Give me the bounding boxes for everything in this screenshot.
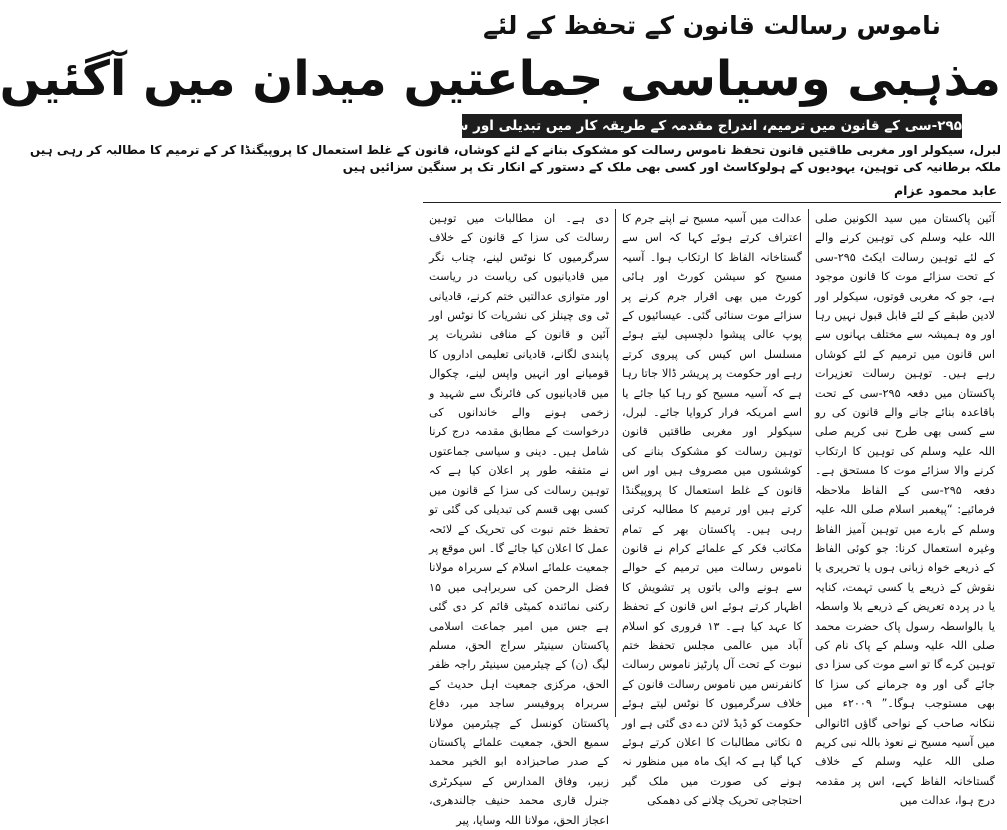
kicker-headline: ناموس رسالت قانون کے تحفظ کے لئے: [483, 11, 941, 40]
article-body: [423, 209, 1001, 827]
byline: عابد محمود عزام: [894, 183, 997, 198]
column-text: عدالت میں آسیہ مسیح نے اپنے جرم کا اعتراف کرتے ہوئے کہا کہ اس سے گستاخانہ الفاظ کا ارتکاب ہوا۔ آسیہ مسیح کو سیشن کورٹ اور ہائی کورٹ میں بھی اقرار جرم کرنے پر سزائے موت سنائی گئی۔ عیسائیوں کے پوپ عالی پیشوا دلچسپی لیتے ہوئے مسلسل اس کیس کی پیروی کرتے رہے اور حکومت پر پریشر ڈالا جاتا رہا ہے کہ آسیہ مسیح کو رہا کیا جائے یا اسے امریکہ فرار کروایا جائے۔ لبرل، سیکولر اور مغربی طاقتیں قانون توہین رسالت کو مشکوک بنانے کی کوششوں میں مصروف ہیں اور اس قانون کے غلط استعمال کا پروپیگنڈا کرتے ہیں اور ترمیم کا مطالبہ کرتی رہی ہیں۔ پاکستان بھر کے تمام مکاتب فکر کے علمائے کرام نے قانون ناموس رسالت میں ترمیم کے حوالے سے ہونے والی باتوں پر تشویش کا اظہار کرتے ہوئے اس قانون کے تحفظ کا عہد کیا ہے۔ ۱۳ فروری کو اسلام آباد میں عالمی مجلس تحفظ ختم نبوت کے تحت آل پارٹیز ناموس رسالت کانفرنس میں ناموس رسالت قانون کے خلاف سرگرمیوں کا نوٹس لیتے ہوئے حکومت کو ڈیڈ لائن دے دی گئی ہے اور ۵ نکاتی مطالبات کا اعلان کرتے ہوئے کہا گیا ہے کہ ایک ماہ میں منظور نہ ہونے کی صورت میں ملک گیر احتجاجی تحریک چلانے کی دھمکی: [622, 212, 802, 808]
deck-line: ملکہ برطانیہ کی توہین، یہودیوں کے ہولوکاسٹ اور کسی بھی ملک کے دستور کے انکار تک پر سنگین سزائیں ہیں: [342, 160, 1001, 174]
main-headline: مذہبی وسیاسی جماعتیں میدان میں آگئیں: [0, 51, 1001, 107]
article-column-2: [615, 209, 808, 808]
strap-banner: ۲۹۵-سی کے قانون میں ترمیم، اندراج مقدمہ کے طریقہ کار میں تبدیلی اور سزا میں کمی کی خبریں تشویشناک: [462, 114, 962, 138]
article-column-1: [808, 209, 1001, 808]
deck-line: لبرل، سیکولر اور مغربی طاقتیں قانون تحفظ ناموس رسالت کو مشکوک بنانے کے لئے کوشاں، قانون کے غلط استعمال کا پروپیگنڈا کر کے ترمیم کا مطالبہ کر رہی ہیں: [29, 143, 1001, 157]
article-column-3: [423, 209, 615, 827]
divider: [423, 202, 1001, 203]
column-text: آئین پاکستان میں سید الکونین صلی اللہ علیہ وسلم کی توہین کرنے والے کے لئے توہین رسالت ایکٹ ۲۹۵-سی کے تحت سزائے موت کا قانون موجود ہے، جو کہ مغربی قوتوں، سیکولر اور لادین طبقے کے لئے قابل قبول نہیں رہا اور وہ ہمیشہ سے مختلف بہانوں سے اس قانون میں ترمیم کے لئے کوشاں رہے ہیں۔ توہین رسالت تعزیرات پاکستان میں دفعہ ۲۹۵-سی کے تحت باقاعدہ بنائے جانے والے قانون کی رو سے کسی بھی طرح نبی کریم صلی اللہ علیہ وسلم کی توہین کا ارتکاب کرنے والا سزائے موت کا مستحق ہے۔ دفعہ ۲۹۵-سی کے الفاظ ملاحظہ فرمائیے: “پیغمبر اسلام صلی اللہ علیہ وسلم کے بارے میں توہین آمیز الفاظ وغیرہ استعمال کرنا: جو کوئی الفاظ کے ذریعے خواہ زبانی ہوں یا تحریری یا نقوش کے ذریعے یا کسی تہمت، کنایہ یا در پردہ تعریض کے ذریعے بلا واسطہ یا بالواسطہ رسول پاک حضرت محمد صلی اللہ علیہ وسلم کے پاک نام کی توہین کرے گا تو اسے موت کی سزا دی جائے گی اور وہ جرمانے کی سزا کا بھی مستوجب ہوگا۔” ۲۰۰۹ء میں ننکانہ صاحب کے نواحی گاؤں اٹانوالی میں آسیہ مسیح نے نعوذ باللہ نبی کریم صلی اللہ علیہ وسلم کے خلاف گستاخانہ الفاظ کہے، اس پر مقدمہ درج ہوا، عدالت میں: [815, 212, 996, 808]
deck-summary: [29, 142, 1001, 176]
column-text: دی ہے۔ ان مطالبات میں توہین رسالت کی سزا کے قانون کے خلاف سرگرمیوں کا نوٹس لینے، چناب نگر میں قادیانیوں کی ریاست در ریاست اور متوازی عدالتیں ختم کرنے، قادیانی ٹی وی چینلز کی نشریات کا نوٹس اور آئین و قانون کے منافی نشریات پر پابندی لگانے، قادیانی تعلیمی اداروں کا قومیانے اور انہیں واپس لینے، چکوال میں قادیانیوں کی فائرنگ سے شہید و زخمی ہونے والے خاندانوں کی درخواست کے مطابق مقدمہ درج کرنا شامل ہیں۔ دینی و سیاسی جماعتوں نے متفقہ طور پر اعلان کیا ہے کہ توہین رسالت کی سزا کے قانون میں کسی بھی قسم کی تبدیلی کی گئی تو تحفظ ختم نبوت کی تحریک کے لائحہ عمل کا اعلان کیا جائے گا۔ اس موقع پر جمعیت علمائے اسلام کے سربراہ مولانا فضل الرحمن کی سربراہی میں ۱۵ رکنی نمائندہ کمیٹی قائم کر دی گئی ہے جس میں امیر جماعت اسلامی پاکستان سینیٹر سراج الحق، مسلم لیگ (ن) کے چیئرمین سینیٹر راجہ ظفر الحق، مرکزی جمعیت اہل حدیث کے سربراہ پروفیسر ساجد میر، دفاع پاکستان کونسل کے چیئرمین مولانا سمیع الحق، جمعیت علمائے پاکستان کے صدر صاحبزادہ ابو الخیر محمد زبیر، وفاق المدارس کے سیکرٹری جنرل قاری محمد حنیف جالندھری، اعجاز الحق، مولانا اللہ وسایا، پیر: [429, 212, 609, 827]
